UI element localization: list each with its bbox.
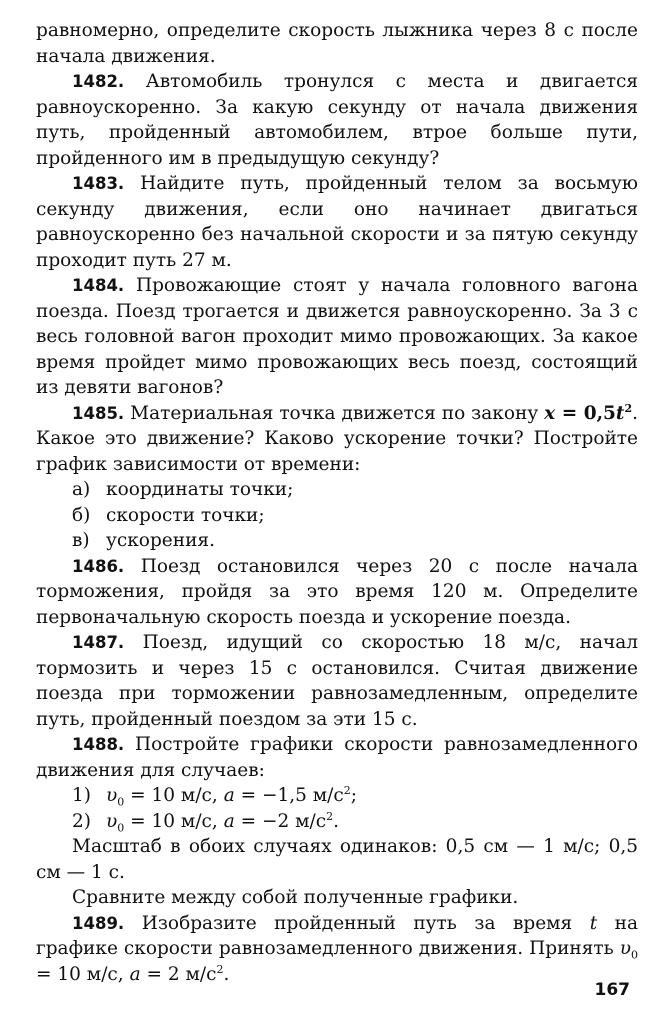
case-item	[36, 783, 638, 809]
unit-exponent: 2	[216, 962, 224, 976]
punctuation: .	[333, 810, 340, 832]
problem-1485	[36, 401, 638, 478]
punctuation: ;	[350, 785, 358, 806]
velocity-value: = 10 м/с,	[36, 963, 124, 985]
problem-number: 1486.	[72, 556, 125, 576]
formula-exponent: 2	[624, 401, 633, 415]
problem-text: Поезд, идущий со скоростью 18 м/с, начал тормозить и через 15 с остановился. Считая движение поезда при торможении равнозамедленным, определите путь, пройденный поездом за эти 15 с.	[36, 632, 638, 730]
problem-number: 1484.	[72, 276, 125, 295]
velocity-value: = 10 м/с,	[124, 785, 224, 806]
page-number: 167	[594, 980, 630, 1000]
formula-time: t	[615, 402, 625, 424]
scale-note: Масштаб в обоих случаях одинаков: 0,5 см — 1 м/с; 0,5 см — 1 с.	[36, 836, 638, 883]
list-item-text: скорости точки;	[106, 504, 265, 526]
velocity-symbol: υ	[106, 810, 118, 832]
list-item-text: ускорения.	[106, 530, 215, 551]
problem-text: Автомобиль тронулся с места и двигается равноускоренно. За какую секунду от начала движения путь, пройденный автомобилем, втрое больше пути, пройденного им в предыдущую секунду?	[36, 71, 638, 169]
problem-number: 1489.	[72, 913, 125, 933]
formula-equals: = 0,5	[555, 402, 616, 424]
problem-text: Поезд остановился через 20 с после начала торможения, пройдя за это время 120 м. Определите первоначальную скорость поезда и ускорение поезда.	[36, 555, 638, 628]
problem-number: 1488.	[72, 735, 125, 754]
list-item	[36, 477, 638, 503]
acceleration-symbol: a	[129, 963, 141, 985]
velocity-subscript: 0	[631, 948, 638, 962]
list-item-label: в)	[72, 530, 90, 551]
problem-number: 1487.	[72, 633, 125, 652]
velocity-subscript: 0	[117, 821, 125, 835]
problem-text: Найдите путь, пройденный телом за восьмую секунду движения, если оно начинает двигаться равноускоренно без начальной скорости и за пятую секунду проходит путь 27 м.	[36, 173, 638, 271]
problem-1487	[36, 630, 638, 732]
velocity-subscript: 0	[117, 795, 125, 809]
problem-text: Материальная точка движется по закону	[130, 402, 545, 424]
problem-number: 1482.	[72, 72, 125, 91]
problem-number: 1485.	[72, 403, 125, 423]
problem-text: Провожающие стоят у начала головного вагона поезда. Поезд трогается и движется равноускоренно. За 3 с весь головной вагон проходит мимо провожающих. За какое время пройдет мимо провожающих весь поезд, состоящий из девяти вагонов?	[36, 275, 638, 398]
velocity-symbol: υ	[106, 785, 118, 806]
case-label: 2)	[72, 810, 91, 832]
acceleration-symbol: a	[223, 785, 235, 806]
velocity-symbol: υ	[619, 938, 631, 959]
acceleration-value: = 2 м/с	[140, 963, 217, 985]
list-item	[36, 528, 638, 554]
formula-variable: x	[544, 402, 556, 424]
velocity-value: = 10 м/с,	[124, 810, 224, 832]
problem-text-cont: . Какое это движение? Каково ускорение точки? Постройте график зависимости от времени:	[36, 402, 638, 475]
problem-text-cont: на графике скорости равнозамедленного движения. Принять	[36, 912, 639, 959]
unit-exponent: 2	[343, 783, 351, 797]
problem-1486	[36, 554, 638, 631]
acceleration-value: = −1,5 м/с	[234, 785, 344, 806]
problem-1482	[36, 69, 638, 171]
list-item	[36, 503, 638, 529]
unit-exponent: 2	[326, 809, 334, 823]
problem-number: 1483.	[72, 174, 125, 193]
case-item	[36, 809, 638, 835]
punctuation: .	[223, 963, 230, 985]
compare-note: Сравните между собой полученные графики.	[72, 887, 519, 908]
acceleration-symbol: a	[223, 810, 235, 832]
problem-1484	[36, 273, 638, 401]
problem-text: Постройте графики скорости равнозамедленного движения для случаев:	[36, 734, 638, 781]
acceleration-value: = −2 м/с	[234, 810, 327, 832]
problem-1488	[36, 732, 638, 783]
time-symbol: t	[589, 912, 598, 934]
problem-1483	[36, 171, 638, 273]
list-item-text: координаты точки;	[106, 479, 294, 500]
list-item-label: а)	[72, 479, 91, 500]
problem-1489	[36, 911, 638, 988]
problem-text: Изобразите пройденный путь за время	[141, 912, 590, 934]
intro-paragraph: равномерно, определите скорость лыжника через 8 с после начала движения.	[36, 20, 638, 67]
case-label: 1)	[72, 785, 91, 806]
list-item-label: б)	[72, 504, 91, 526]
